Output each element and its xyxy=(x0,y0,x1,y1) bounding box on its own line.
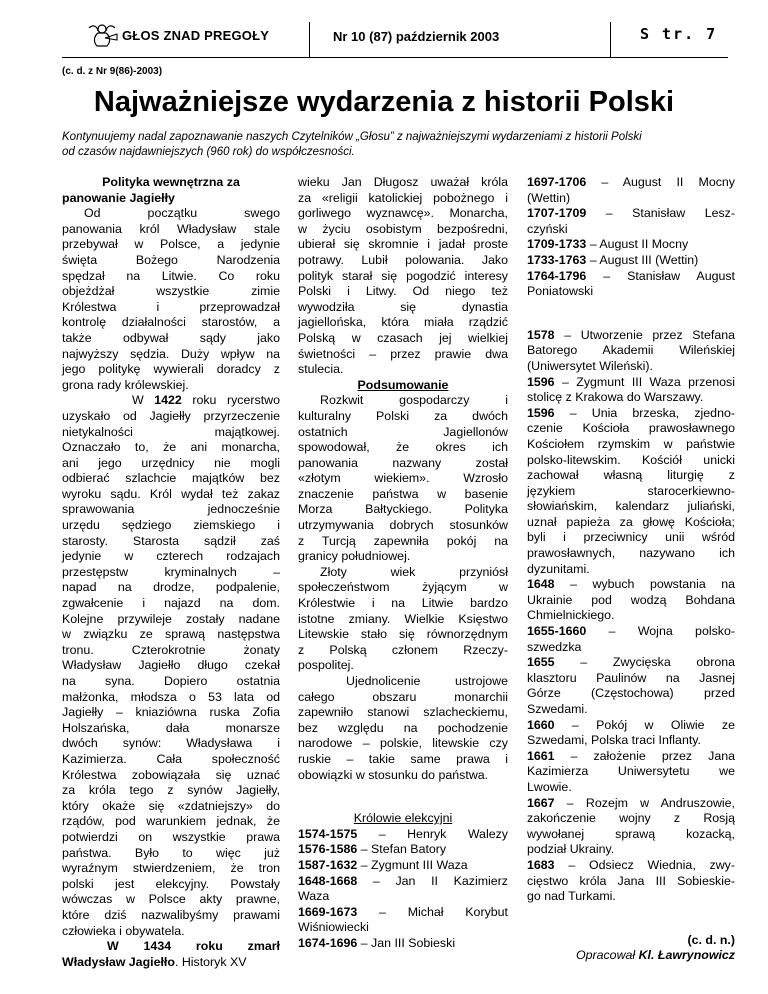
list-item: 1660 – Pokój w Oliwie ze Szwedami, Polska traci Inflanty. xyxy=(527,717,735,748)
list-item: 1683 – Odsiecz Wiednia, zwy- cięstwo króla Jana III Sobieskie- go nad Turkami. xyxy=(527,857,735,904)
section-heading: panowanie Jagiełły xyxy=(62,190,175,205)
paragraph: Rozkwit gospodarczy i kulturalny Polski za dwóch ostatnich Jagiellonów spowodował, że okres ich panowania nazwany został «złotym wiekiem». Wzrosło znaczenie państwa w basenie Morza Bałtyckiego. Polityka utrzymywania dobrych stosunków z Turcją zapewniła pokój na granicy południowej. xyxy=(298,393,508,564)
paragraph: Od początku swego panowania król Władysław stale przebywał w Polsce, a jedynie święta Bożego Narodzenia spędzał na Litwie. Co roku objeżdżał wszystkie zimie Królestwa i przeprowadzał kontrolę działalności starostów, a także odbywał sądy jako najwyższy sędzia. Duży wpływ na jego politykę wywierali doradcy z grona rady królewskiej. xyxy=(62,206,280,392)
kings-list: 1697-1706 – August II Mocny (Wettin) 1707-1709 – Stanisław Lesz- czyński 1709-1733 – August II Mocny 1733-1763 – August III (Wettin) 1764-1796 – Stanisław August Poniatowski xyxy=(527,175,735,299)
section-heading: Podsumowanie xyxy=(357,377,449,392)
list-item: 1697-1706 – August II Mocny xyxy=(527,175,735,189)
list-item: 1576-1586 – Stefan Batory xyxy=(298,842,447,857)
intro-line: Kontynuujemy nadal zapoznawanie naszych Czytelników „Głosu” z najważniejszymi wydarzeniami z historii Polski xyxy=(62,131,642,143)
list-item: 1648 – wybuch powstania na Ukrainie pod wodzą Bohdana Chmielnickiego. xyxy=(527,577,735,623)
list-item: 1655 – Zwycięska obrona klasztoru Paulinów na Jasnej Górze (Częstochowa) przed Szwedami. xyxy=(527,655,735,716)
list-item: 1648-1668 – Jan II Kazimierz xyxy=(298,873,508,888)
list-item: 1596 – Zygmunt III Waza przenosi stolicę z Krakowa do Warszawy. xyxy=(527,374,735,405)
list-item: 1596 – Unia brzeska, zjedno- czenie Kościoła prawosławnego Kościołem rzymskim w państwie polsko-litewskim. Kościół unicki zachował własną liturgię z językiem starocerkiewno- słowiańskim, kalendarz juliański, uznał papieża za głowę Kościoła; byli i przeciwnicy unii wśród prawosławnych, nazywano ich dyzunitami. xyxy=(527,405,735,576)
section-heading: Polityka wewnętrzna za xyxy=(102,175,240,189)
list-item: 1669-1673 – Michał Korybut xyxy=(298,904,508,919)
page-header xyxy=(0,0,768,62)
list-item: 1661 – założenie przez Jana Kazimierza Uniwersytetu we Lwowie. xyxy=(527,748,735,794)
issue-number: Nr 10 (87) październik 2003 xyxy=(333,29,500,44)
list-item: Waza xyxy=(298,889,330,904)
kings-list xyxy=(298,827,508,952)
list-item: 1709-1733 – August II Mocny xyxy=(527,237,689,252)
page-number: S tr. 7 xyxy=(640,25,718,43)
list-item: 1733-1763 – August III (Wettin) xyxy=(527,252,699,267)
column-2 xyxy=(298,175,508,952)
list-item: 1578 – Utworzenie przez Stefana Batorego Akademii Wileńskiej (Uniwersytet Wileński). xyxy=(527,327,735,373)
list-item: 1764-1796 – Stanisław August xyxy=(527,268,735,283)
paragraph: W 1422 roku rycerstwo uzyskało od Jagiełły przyrzeczenie nietykalności majątkowej. Oznaczało to, że ani monarcha, ani jego urzędnicy nie mogli odbierać szlachcie majątków bez wyroku sądu. Król wydał też zakaz sprawowania jednocześnie urzędu sędziego ziemskiego i starosty. Starosta sądził zaś jedynie w czterech rodzajach przestępstw kryminalnych – napad na drodze, podpalenie, zgwałcenie i najazd na dom. Kolejne przywileje zostały nadane w związku ze sprawą następstwa tronu. Czterokrotnie żonaty Władysław Jagiełło długo czekał na syna. Dopiero ostatnia małżonka, młodsza o 53 lata od Jagiełły – kniaziówna ruska Zofia Holszańska, dała monarsze dwóch synów: Władysława i Kazimierza. Cała społeczność Królestwa zobowiązała się uznać za króla tego z synów Jagiełły, który okaże się «zdatniejszy» do rządów, pod warunkiem jednak, że potwierdzi on wszystkie prawa państwa. Było to więc już wyraźnym stwierdzeniem, że tron polski jest elekcyjny. Powstały wówczas w Polsce akty prawne, które dziś nazwalibyśmy prawami człowieka i obywatela. xyxy=(62,393,280,938)
intro-line: od czasów najdawniejszych (960 rok) do współczesności. xyxy=(62,146,355,158)
list-item: 1587-1632 – Zygmunt III Waza xyxy=(298,857,468,872)
continuation-note: (c. d. z Nr 9(86)-2003) xyxy=(62,66,163,77)
to-be-continued: (c. d. n.) xyxy=(687,932,735,947)
paragraph: W 1434 roku zmarł Władysław Jagiełło. Historyk XV xyxy=(62,939,280,969)
list-item: 1707-1709 – Stanisław Lesz- xyxy=(527,206,735,221)
list-item: 1655-1660 – Wojna polsko- szwedzka xyxy=(527,624,735,654)
header-divider xyxy=(610,22,611,58)
publication-name: GŁOS ZNAD PREGOŁY xyxy=(122,28,270,43)
paragraph: Ujednolicenie ustrojowe całego obszaru monarchii zapewniło stanowi szlacheckiemu, bez względu na pochodzenie narodowe – polskie, litewskie czy ruskie – takie same prawa i obowiązki w stosunku do państwa. xyxy=(298,674,508,782)
header-rule xyxy=(62,57,728,58)
angel-trumpet-icon xyxy=(85,18,119,52)
section-heading: Królowie elekcyjni xyxy=(353,811,453,826)
paragraph: wieku Jan Długosz uważał króla za «religii katolickiej pobożnego i gorliwego wyznawcę». Monarcha, w życiu osobistym bezpośredni, ubierał się skromnie i jadał proste potrawy. Lubił polowania. Jako polityk starał się pogodzić interesy Polski i Litwy. Od niego też wywodziła się dynastia jagiellońska, która miała rządzić Polską w czasach jej wielkiej świetności – przez prawie dwa stulecia. xyxy=(298,175,508,377)
article-title: Najważniejsze wydarzenia z historii Polski xyxy=(93,86,675,118)
author-credit: Opracował Kl. Ławrynowicz xyxy=(575,948,735,963)
list-item: 1667 – Rozejm w Andruszowie, zakończenie wojny z Rosją wywołanej sprawą kozacką, podział Ukrainy. xyxy=(527,795,735,857)
column-3 xyxy=(527,175,735,964)
events-list xyxy=(527,328,735,905)
list-item: Wiśniowiecki xyxy=(298,920,369,935)
paragraph: Złoty wiek przyniósł społeczeństwom żyjącym w Królestwie i na Litwie bardzo istotne zmiany. Wielkie Księstwo Litewskie stało się równorzędnym z Polską członem Rzeczy- pospolitej. xyxy=(298,564,508,673)
list-item: 1674-1696 – Jan III Sobieski xyxy=(298,935,456,950)
header-divider xyxy=(309,22,310,58)
article-intro xyxy=(62,130,732,160)
column-1 xyxy=(62,175,280,970)
list-item: 1574-1575 – Henryk Walezy xyxy=(298,826,508,841)
